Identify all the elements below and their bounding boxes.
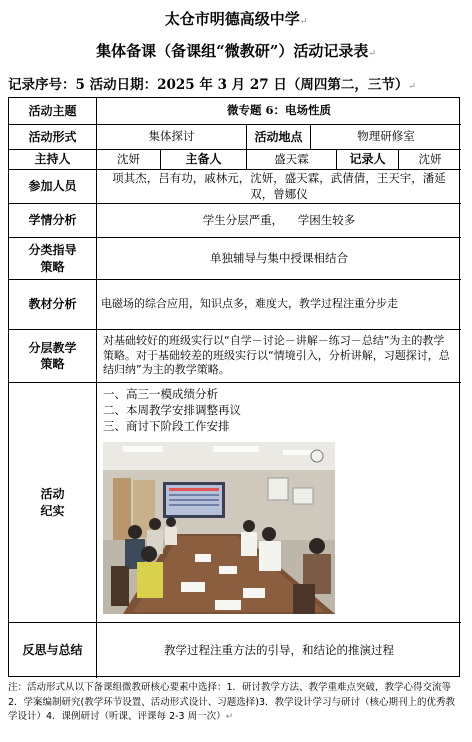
layered-label: 分层教学策略	[9, 330, 97, 383]
form-label: 活动形式	[9, 125, 97, 150]
lead-label: 主备人	[161, 150, 247, 170]
footnote: 注：活动形式从以下备课组微教研核心要素中选择：1．研讨教学方法、教学重难点突破，教学心得交流等 2．学案编制研究(教学环节设置、活动形式设计、习题选择)3．教学设计学习与研讨（核心期刊上的优秀教学设计）4．课例研讨（听课、评课每 2-3 周一次）↵	[8, 682, 456, 723]
record-table	[8, 97, 460, 677]
recorder-value[interactable]: 沈妍	[399, 150, 461, 170]
host-value[interactable]: 沈妍	[97, 150, 161, 170]
recorder-label: 记录人	[337, 150, 399, 170]
topic-label: 活动主题	[9, 98, 97, 125]
activity-item: 二、本周教学安排调整再议	[103, 403, 241, 417]
reflection-value[interactable]: 教学过程注重方法的引导，和结论的推演过程	[164, 642, 394, 657]
guidance-value[interactable]: 单独辅导与集中授课相结合	[97, 238, 461, 280]
material-value[interactable]: 电磁场的综合应用，知识点多，难度大，教学过程注重分步走	[97, 280, 461, 330]
material-label: 教材分析	[9, 280, 97, 330]
participants-label: 参加人员	[9, 170, 97, 204]
layered-value[interactable]: 对基础较好的班级实行以“自学－讨论－讲解－练习－总结”为主的教学策略。对于基础较差的班级实行以“情境引入，分析讲解，习题探讨，总结归纳”为主的教学策略。	[97, 330, 461, 383]
paragraph-mark-icon: ↵	[408, 82, 416, 92]
meeting-room-illustration	[103, 442, 335, 614]
participants-value[interactable]: 项其杰，吕有功，戚林元，沈妍，盛天霖，武倩倩，王天宇，潘延双，曾娜仪	[97, 170, 461, 204]
location-label: 活动地点	[247, 125, 311, 150]
reflection-label: 反思与总结	[9, 623, 97, 678]
guidance-label: 分类指导策略	[9, 238, 97, 280]
form-title: 集体备课（备课组“微教研”）活动记录表↵	[96, 42, 376, 60]
analysis-label: 学情分析	[9, 204, 97, 238]
lead-value[interactable]: 盛天霖	[247, 150, 337, 170]
paragraph-mark-icon: ↵	[368, 49, 376, 59]
meeting-photo[interactable]	[103, 442, 335, 614]
activity-list	[97, 383, 241, 434]
paragraph-mark-icon: ↵	[299, 17, 308, 27]
topic-value[interactable]: 微专题 6：电场性质	[97, 98, 461, 125]
activity-item: 一、高三一模成绩分析	[103, 387, 218, 401]
host-label: 主持人	[9, 150, 97, 170]
record-info: 记录序号：5 活动日期：2025 年 3 月 27 日（周四第二，三节）↵	[8, 77, 416, 93]
form-value[interactable]: 集体探讨	[97, 125, 247, 150]
paragraph-mark-icon: ↵	[225, 712, 234, 723]
analysis-value[interactable]: 学生分层严重， 学困生较多	[97, 204, 461, 238]
activity-item: 三、商讨下阶段工作安排	[103, 419, 230, 433]
school-title: 太仓市明德高级中学↵	[164, 10, 308, 28]
location-value[interactable]: 物理研修室	[311, 125, 461, 150]
activity-label: 活动纪实	[9, 383, 97, 623]
